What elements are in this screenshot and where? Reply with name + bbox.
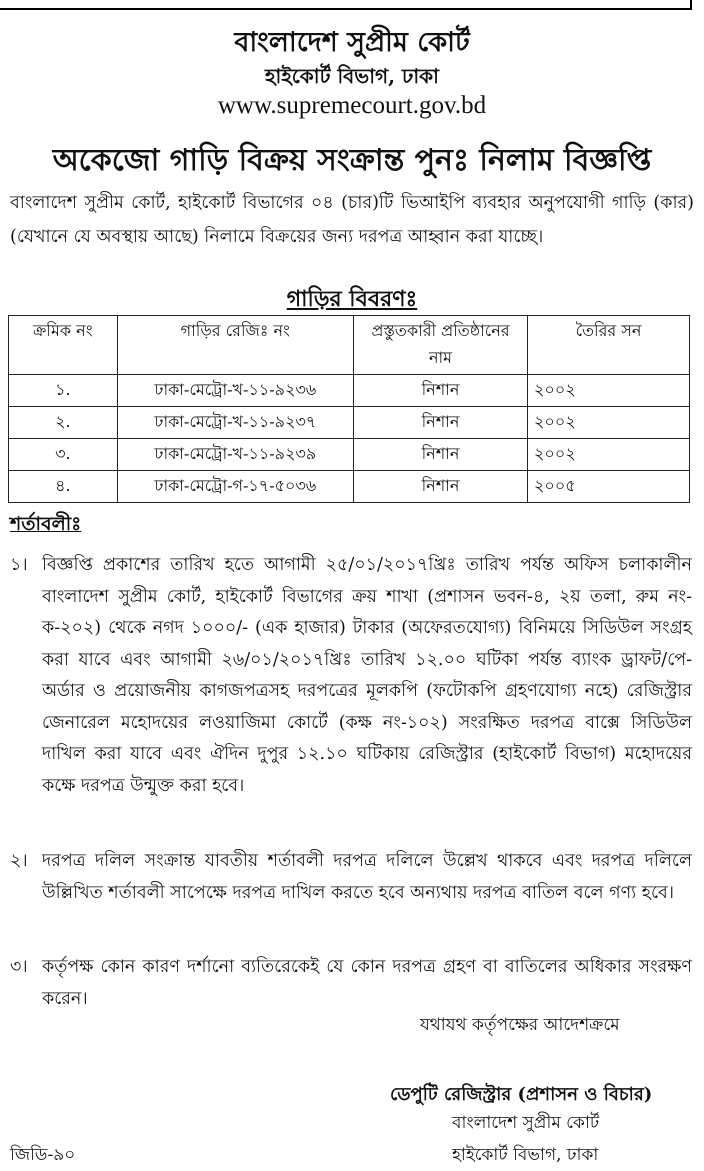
table-row	[9, 439, 690, 471]
right-border-line	[690, 0, 692, 10]
condition-item-1	[10, 550, 692, 802]
condition-number: ১।	[10, 555, 28, 575]
vehicle-section-heading	[0, 282, 704, 319]
condition-text: কর্তৃপক্ষ কোন কারণ দর্শানো ব্যতিরেকেই যে কোন দরপত্র গ্রহণ বা বাতিলের অধিকার সংরক্ষণ করেন।	[42, 957, 692, 1009]
vehicle-table	[8, 315, 690, 503]
cell-maker: নিশান	[354, 471, 528, 503]
conditions-heading	[10, 510, 81, 542]
cell-serial: ৪.	[9, 471, 118, 503]
table-row	[9, 471, 690, 503]
signatory-designation: ডেপুটি রেজিস্ট্রার (প্রশাসন ও বিচার)	[390, 1084, 653, 1105]
cell-registration: ঢাকা-মেট্রো-খ-১১-৯২৩৯	[117, 439, 353, 471]
col-header-registration: গাড়ির রেজিঃ নং	[117, 316, 353, 375]
top-border-line	[0, 0, 692, 10]
cell-year: ২০০২	[528, 439, 690, 471]
cell-year: ২০০৫	[528, 471, 690, 503]
condition-number: ২।	[10, 851, 28, 871]
cell-serial: ১.	[9, 375, 118, 407]
intro-paragraph: বাংলাদেশ সুপ্রীম কোর্ট, হাইকোর্ট বিভাগের ০৪ (চার)টি ভিআইপি ব্যবহার অনুপযোগী গাড়ি (কার) (যেখানে যে অবস্থায় আছে) নিলামে বিক্রয়ের জন্য দরপত্র আহ্বান করা যাচ্ছে।	[10, 193, 694, 247]
order-line: যথাযথ কর্তৃপক্ষের আদেশক্রমে	[420, 1015, 620, 1035]
cell-maker: নিশান	[354, 439, 528, 471]
cell-year: ২০০২	[528, 375, 690, 407]
signatory-org: বাংলাদেশ সুপ্রীম কোর্ট	[452, 1113, 600, 1133]
cell-maker: নিশান	[354, 375, 528, 407]
col-header-serial: ক্রমিক নং	[9, 316, 118, 375]
col-header-year: তৈরির সন	[528, 316, 690, 375]
condition-item-3	[10, 952, 692, 1015]
cell-registration: ঢাকা-মেট্রো-খ-১১-৯২৩৬	[117, 375, 353, 407]
cell-registration: ঢাকা-মেট্রো-খ-১১-৯২৩৭	[117, 407, 353, 439]
table-row	[9, 375, 690, 407]
reference-code: জিডি-৯০	[10, 1145, 76, 1165]
table-row	[9, 407, 690, 439]
org-name: বাংলাদেশ সুপ্রীম কোর্ট	[234, 27, 470, 58]
signatory-division: হাইকোর্ট বিভাগ, ঢাকা	[452, 1145, 599, 1165]
cell-serial: ৩.	[9, 439, 118, 471]
conditions-heading-text: শর্তাবলীঃ	[10, 513, 82, 535]
condition-item-2	[10, 846, 692, 909]
cell-year: ২০০২	[528, 407, 690, 439]
website-url: www.supremecourt.gov.bd	[217, 92, 487, 119]
cell-maker: নিশান	[354, 407, 528, 439]
cell-serial: ২.	[9, 407, 118, 439]
division-name: হাইকোর্ট বিভাগ, ঢাকা	[265, 64, 439, 88]
notice-title: অকেজো গাড়ি বিক্রয় সংক্রান্ত পুনঃ নিলাম বিজ্ঞপ্তি	[52, 143, 652, 178]
condition-text: বিজ্ঞপ্তি প্রকাশের তারিখ হতে আগামী ২৫/০১/২০১৭খ্রিঃ তারিখ পর্যন্ত অফিস চলাকালীন বাংলাদেশ সুপ্রীম কোর্ট, হাইকোর্ট বিভাগের ক্রয় শাখা (প্রশাসন ভবন-৪, ২য় তলা, রুম নং-ক-২০২) থেকে নগদ ১০০০/- (এক হাজার) টাকার (অফেরতযোগ্য) বিনিময়ে সিডিউল সংগ্রহ করা যাবে এবং আগামী ২৬/০১/২০১৭খ্রিঃ তারিখ ১২.০০ ঘটিকা পর্যন্ত ব্যাংক ড্রাফট/পে-অর্ডার ও প্রয়োজনীয় কাগজপত্রসহ দরপত্রের মূলকপি (ফটোকপি গ্রহণযোগ্য নহে) রেজিস্ট্রার জেনারেল মহোদয়ের লওয়াজিমা কোর্টে (কক্ষ নং-১০২) সংরক্ষিত দরপত্র বাক্সে সিডিউল দাখিল করা যাবে এবং ঐদিন দুপুর ১২.১০ ঘটিকায় রেজিস্ট্রার (হাইকোর্ট বিভাগ) মহোদয়ের কক্ষে দরপত্র উন্মুক্ত করা হবে।	[42, 555, 692, 796]
col-header-maker: প্রস্তুতকারী প্রতিষ্ঠানের নাম	[354, 316, 528, 375]
cell-registration: ঢাকা-মেট্রো-গ-১৭-৫০৩৬	[117, 471, 353, 503]
vehicle-section-heading-text: গাড়ির বিবরণঃ	[286, 286, 418, 312]
condition-text: দরপত্র দলিল সংক্রান্ত যাবতীয় শর্তাবলী দরপত্র দলিলে উল্লেখ থাকবে এবং দরপত্র দলিলে উল্লিখিত শর্তাবলী সাপেক্ষে দরপত্র দাখিল করতে হবে অন্যথায় দরপত্র বাতিল বলে গণ্য হবে।	[42, 851, 692, 903]
condition-number: ৩।	[10, 957, 28, 977]
table-header-row	[9, 316, 690, 375]
